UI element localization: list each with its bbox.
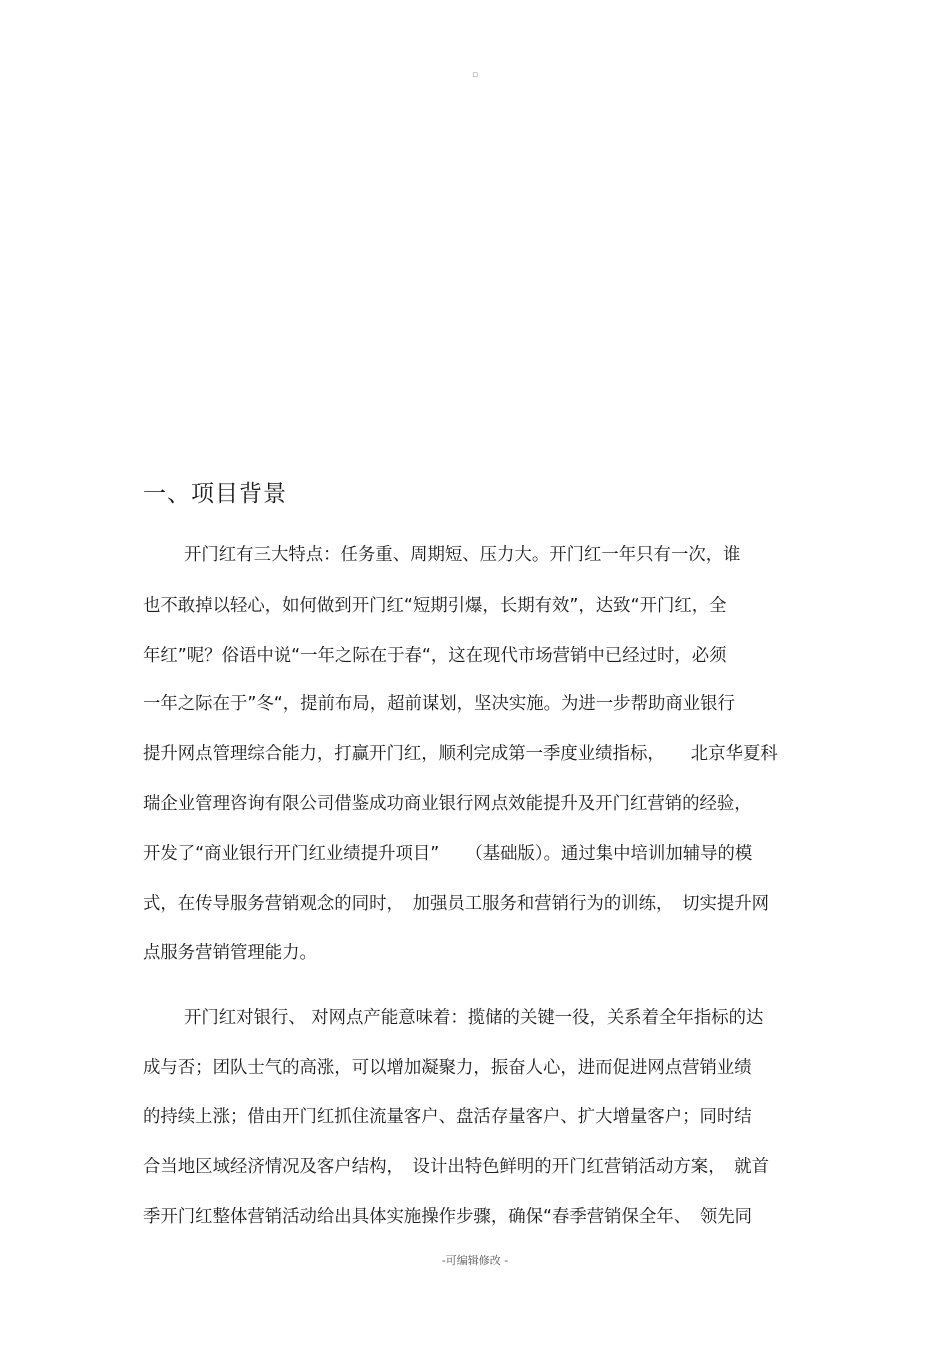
paragraph-line: 开门红有三大特点：任务重、周期短、压力大。开门红一年只有一次，谁 [184,545,741,565]
paragraph-line: 瑞企业管理咨询有限公司借鉴成功商业银行网点效能提升及开门红营销的经验， [143,794,752,814]
header-mark: ▫ [471,70,479,80]
paragraph-line: 点服务营销管理能力。 [143,943,317,963]
paragraph-line: 一年之际在于”冬“，提前布局，超前谋划，坚决实施。为进一步帮助商业银行 [143,694,735,714]
paragraph-line: 提升网点管理综合能力，打赢开门红，顺利完成第一季度业绩指标， 北京华夏科 [143,744,778,764]
paragraph-line: 也不敢掉以轻心，如何做到开门红“短期引爆，长期有效”，达致“开门红，全 [143,596,727,616]
page-footer: -可编辑修改 - [441,1254,509,1267]
section-title: 一、项目背景 [143,481,287,508]
paragraph-line: 年红”呢？俗语中说“一年之际在于春“，这在现代市场营销中已经过时，必须 [143,646,727,666]
paragraph-line: 季开门红整体营销活动给出具体实施操作步骤，确保“春季营销保全年、 领先同 [143,1207,752,1227]
paragraph-line: 的持续上涨；借由开门红抓住流量客户、盘活存量客户、扩大增量客户；同时结 [143,1107,752,1127]
paragraph-line: 合当地区域经济情况及客户结构， 设计出特色鲜明的开门红营销活动方案， 就首 [143,1157,770,1177]
paragraph-line: 开门红对银行、 对网点产能意味着：揽储的关键一役，关系着全年指标的达 [184,1008,764,1028]
paragraph-line: 成与否；团队士气的高涨，可以增加凝聚力，振奋人心，进而促进网点营销业绩 [143,1058,752,1078]
paragraph-line: 式，在传导服务营销观念的同时， 加强员工服务和营销行为的训练， 切实提升网 [143,894,770,914]
paragraph-line: 开发了“商业银行开门红业绩提升项目” （基础版）。通过集中培训加辅导的模 [143,844,753,864]
